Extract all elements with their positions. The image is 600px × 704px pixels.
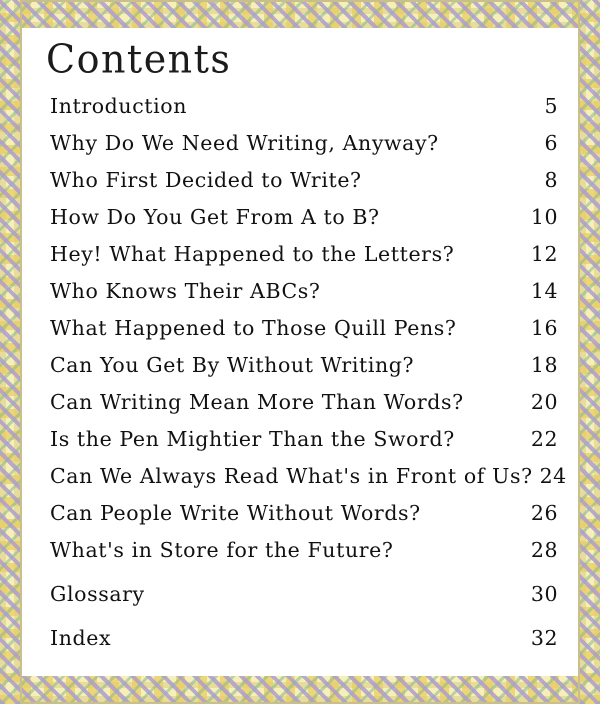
list-item[interactable] xyxy=(46,353,558,377)
toc-entry-title: Glossary xyxy=(50,582,145,606)
list-item[interactable] xyxy=(46,538,558,562)
toc-entry-title: Why Do We Need Writing, Anyway? xyxy=(50,131,439,155)
toc-entry-title: What's in Store for the Future? xyxy=(50,538,394,562)
toc-entry-page: 16 xyxy=(530,316,558,340)
toc-entry-page: 22 xyxy=(530,427,558,451)
toc-entry-title: What Happened to Those Quill Pens? xyxy=(50,316,457,340)
toc-entry-page: 24 xyxy=(539,464,567,488)
decorative-border-right xyxy=(578,0,600,704)
toc-entry-page: 28 xyxy=(530,538,558,562)
toc-entry-page: 26 xyxy=(530,501,558,525)
decorative-border-top xyxy=(0,0,600,30)
list-item[interactable] xyxy=(46,168,558,192)
list-item[interactable] xyxy=(46,279,558,303)
list-item[interactable] xyxy=(46,316,558,340)
contents-content xyxy=(46,36,567,666)
page-title: Contents xyxy=(46,36,232,82)
list-item[interactable] xyxy=(46,427,558,451)
list-item[interactable] xyxy=(46,501,558,525)
toc-entry-title: Index xyxy=(50,626,112,650)
list-item[interactable] xyxy=(46,242,558,266)
toc-entry-title: Can You Get By Without Writing? xyxy=(50,353,415,377)
toc-entry-page: 5 xyxy=(544,94,558,118)
toc-entry-title: Hey! What Happened to the Letters? xyxy=(50,242,455,266)
toc-entry-title: Who Knows Their ABCs? xyxy=(50,279,321,303)
decorative-border-left xyxy=(0,0,22,704)
toc-entry-page: 32 xyxy=(530,626,558,650)
list-item[interactable] xyxy=(46,464,567,488)
toc-entry-title: Who First Decided to Write? xyxy=(50,168,362,192)
list-item[interactable] xyxy=(46,131,558,155)
list-item[interactable] xyxy=(46,94,558,118)
toc-entry-page: 20 xyxy=(530,390,558,414)
toc-entry-title: Can Writing Mean More Than Words? xyxy=(50,390,464,414)
table-of-contents-list xyxy=(46,94,567,650)
toc-entry-title: Can We Always Read What's in Front of Us? xyxy=(50,464,533,488)
toc-entry-title: Can People Write Without Words? xyxy=(50,501,421,525)
toc-entry-page: 8 xyxy=(544,168,558,192)
list-item[interactable] xyxy=(46,390,558,414)
toc-entry-page: 30 xyxy=(530,582,558,606)
toc-entry-title: How Do You Get From A to B? xyxy=(50,205,380,229)
list-item[interactable] xyxy=(46,205,558,229)
toc-entry-page: 10 xyxy=(530,205,558,229)
list-item[interactable] xyxy=(46,626,558,650)
toc-entry-page: 14 xyxy=(530,279,558,303)
toc-entry-page: 6 xyxy=(544,131,558,155)
toc-entry-title: Is the Pen Mightier Than the Sword? xyxy=(50,427,455,451)
decorative-border-bottom xyxy=(0,674,600,704)
list-item[interactable] xyxy=(46,582,558,606)
toc-entry-title: Introduction xyxy=(50,94,188,118)
toc-entry-page: 18 xyxy=(530,353,558,377)
toc-entry-page: 12 xyxy=(530,242,558,266)
